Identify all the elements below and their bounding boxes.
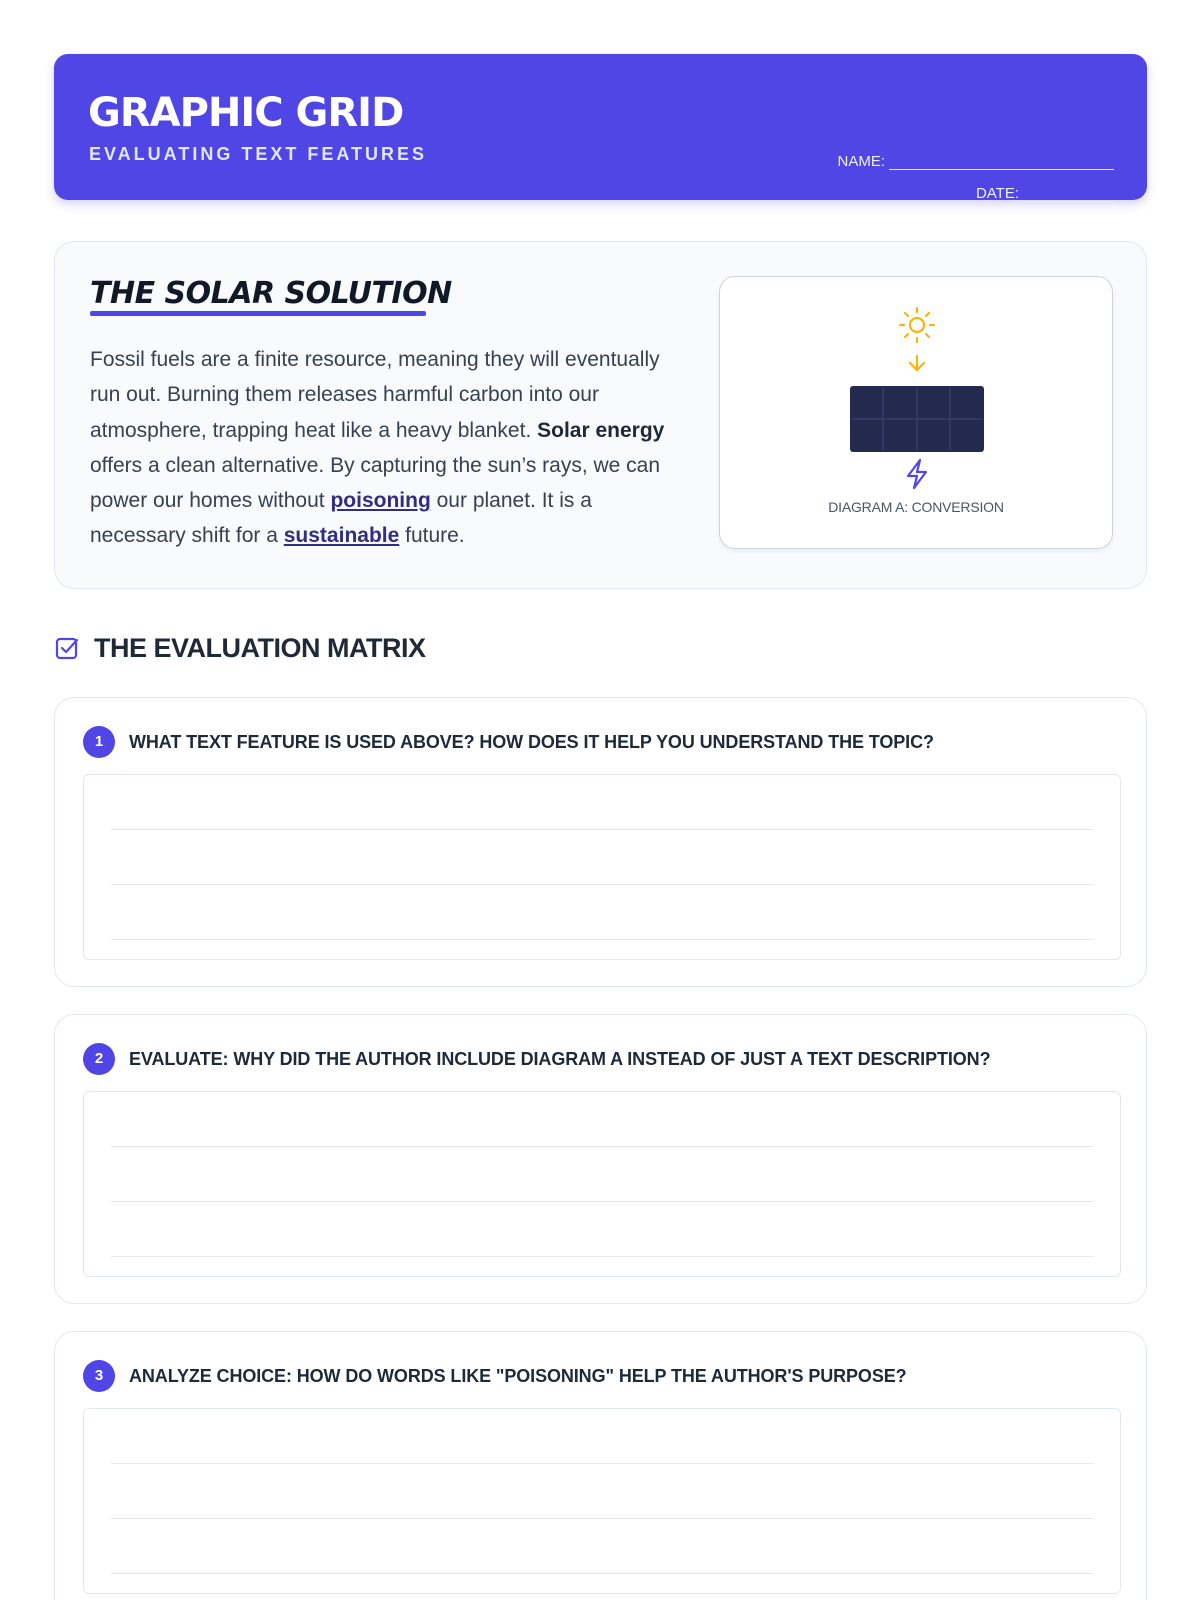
article-text-b: our planet. It is a necessary shift for a <box>90 489 592 548</box>
solar-panel-icon <box>850 386 984 452</box>
answer-line <box>111 884 1093 885</box>
question-card-2 <box>54 1014 1147 1304</box>
date-blank-line[interactable] <box>1023 188 1114 202</box>
answer-box-1[interactable] <box>83 774 1121 960</box>
answer-line <box>111 1573 1093 1574</box>
article-title: THE SOLAR SOLUTION <box>90 276 452 311</box>
question-number-badge: 1 <box>83 726 115 758</box>
answer-line <box>111 1518 1093 1519</box>
answer-line <box>111 1201 1093 1202</box>
name-label: NAME: <box>837 153 885 170</box>
article-paragraph-1: Fossil fuels are a finite resource, meaning they will eventually run out. Burning them releases harmful carbon into our atmosphere, trapping heat like a heavy blanket. <box>90 348 660 442</box>
evaluation-matrix-heading <box>54 632 425 664</box>
solar-energy-bold: Solar energy <box>537 418 665 442</box>
name-blank-line[interactable] <box>889 156 1114 170</box>
poisoning-link[interactable]: poisoning <box>330 489 431 513</box>
article-text-c: future. <box>399 524 465 548</box>
question-card-1 <box>54 697 1147 987</box>
answer-line <box>111 829 1093 830</box>
sun-icon <box>900 308 934 342</box>
lightning-bolt-icon <box>908 460 926 488</box>
arrow-down-icon <box>910 356 924 370</box>
question-number-badge: 3 <box>83 1360 115 1392</box>
answer-line <box>111 939 1093 940</box>
answer-box-2[interactable] <box>83 1091 1121 1277</box>
question-number-badge: 2 <box>83 1043 115 1075</box>
sustainable-link[interactable]: sustainable <box>283 524 400 548</box>
worksheet-header <box>54 54 1147 200</box>
article-text-a: offers a clean alternative. By capturing the sun’s rays, we can power our homes without <box>90 453 661 513</box>
question-text: ANALYZE CHOICE: HOW DO WORDS LIKE "POISONING" HELP THE AUTHOR'S PURPOSE? <box>129 1366 907 1386</box>
diagram-a <box>719 276 1113 549</box>
question-text: EVALUATE: WHY DID THE AUTHOR INCLUDE DIAGRAM A INSTEAD OF JUST A TEXT DESCRIPTION? <box>129 1049 991 1069</box>
diagram-caption: DIAGRAM A: CONVERSION <box>828 499 1004 515</box>
worksheet-title: GRAPHIC GRID <box>88 90 404 136</box>
question-card-3 <box>54 1331 1147 1600</box>
answer-line <box>111 1146 1093 1147</box>
answer-line <box>111 1463 1093 1464</box>
date-label: DATE: <box>975 185 1019 202</box>
article-body <box>90 342 680 554</box>
article-card <box>54 241 1147 589</box>
worksheet-subtitle: EVALUATING TEXT FEATURES <box>89 144 428 164</box>
title-underline <box>90 311 426 316</box>
checkbox-icon <box>54 635 80 661</box>
question-text: WHAT TEXT FEATURE IS USED ABOVE? HOW DOES IT HELP YOU UNDERSTAND THE TOPIC? <box>129 732 934 752</box>
name-field[interactable] <box>837 153 1114 170</box>
section-title: THE EVALUATION MATRIX <box>94 632 426 663</box>
answer-box-3[interactable] <box>83 1408 1121 1594</box>
answer-line <box>111 1256 1093 1257</box>
date-field[interactable] <box>976 185 1114 202</box>
